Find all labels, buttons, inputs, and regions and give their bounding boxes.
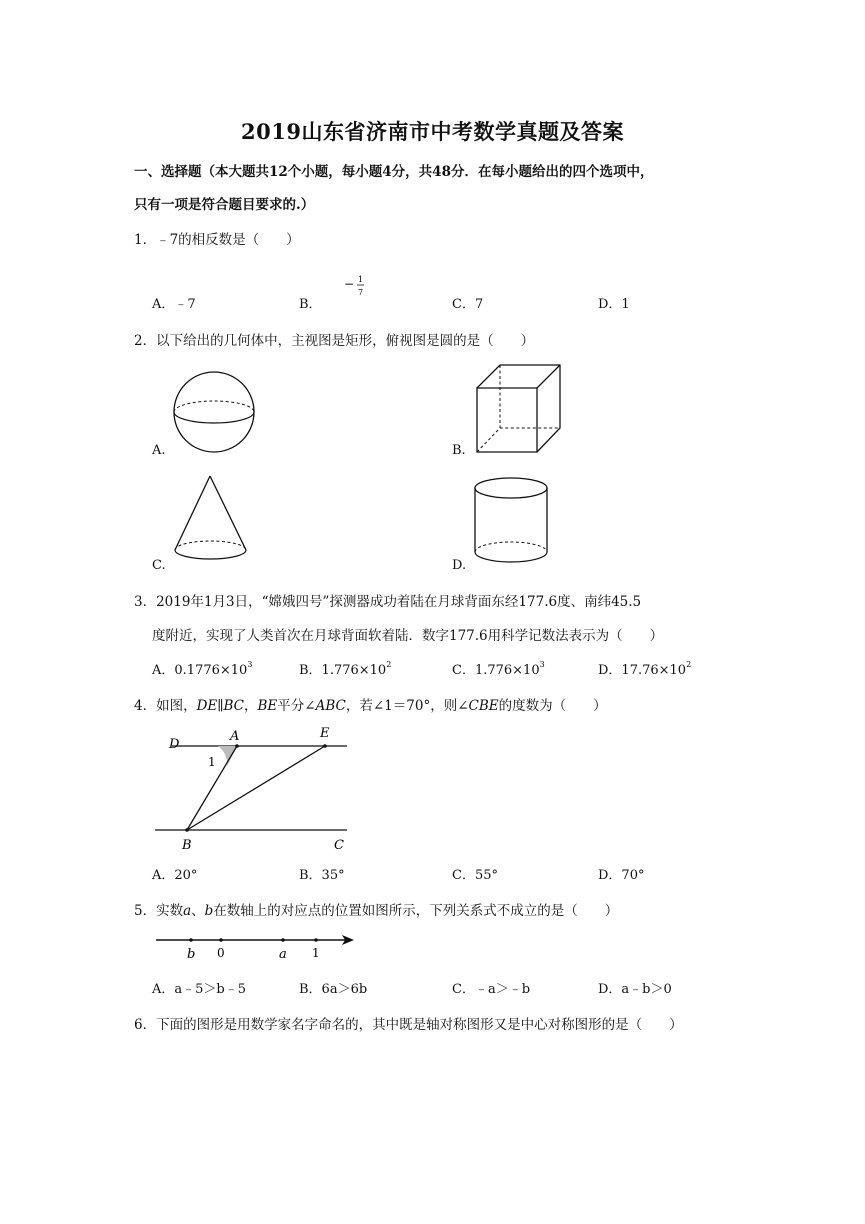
question-4-option-a: A．20° — [152, 868, 198, 883]
question-3-option-c — [452, 659, 545, 678]
question-2-label-b: B. — [452, 443, 466, 458]
question-6-stem: 6．下面的图形是用数学家名字命名的，其中既是轴对称图形又是中心对称图形的是（ ） — [134, 1017, 683, 1033]
question-3-option-a — [152, 659, 252, 678]
question-1-stem: 1．﹣7的相反数是（ ） — [134, 232, 300, 248]
question-3-option-d — [598, 659, 691, 678]
label-a: A — [230, 729, 240, 744]
axis-label-one: 1 — [312, 946, 320, 960]
option-base: A．0.1776×10 — [152, 663, 248, 678]
label-b: B — [182, 838, 192, 853]
question-1-option-b: B． — [299, 297, 322, 312]
cube-figure — [470, 360, 570, 455]
question-1-option-c: C．7 — [452, 297, 484, 312]
question-5-option-a: A．a﹣5＞b﹣5 — [152, 982, 247, 997]
question-5-stem: 5．实数a、b在数轴上的对应点的位置如图所示，下列关系式不成立的是（ ） — [134, 903, 619, 919]
cylinder-figure — [470, 474, 555, 566]
option-base: B．1.776×10 — [299, 663, 387, 678]
question-4-option-c: C．55° — [452, 868, 498, 883]
question-1-option-d: D．1 — [598, 297, 630, 312]
option-exponent: 3 — [247, 660, 253, 669]
option-exponent: 2 — [386, 660, 392, 669]
parallel-lines-figure — [150, 722, 355, 857]
label-c: C — [334, 838, 344, 853]
question-5-option-b: B．6a＞6b — [299, 982, 368, 997]
section-heading-line2: 只有一项是符合题目要求的.） — [134, 197, 315, 213]
page-title: 2019山东省济南市中考数学真题及答案 — [241, 119, 624, 144]
option-base: D．17.76×10 — [598, 663, 687, 678]
fraction-numerator: 1 — [358, 275, 364, 284]
question-2-label-a: A. — [152, 443, 166, 458]
question-4-option-d: D．70° — [598, 868, 645, 883]
question-1-fraction — [344, 272, 366, 302]
question-1-option-a: A．﹣7 — [152, 297, 196, 312]
question-3-line1: 3．2019年1月3日，“嫦娥四号”探测器成功着陆在月球背面东经177.6度、南纬45.5 — [134, 594, 642, 610]
option-exponent: 2 — [686, 660, 692, 669]
question-2-label-c: C. — [152, 558, 166, 573]
label-e: E — [320, 726, 330, 741]
option-base: C．1.776×10 — [452, 663, 540, 678]
label-angle-1: 1 — [208, 755, 216, 769]
fraction-sign: − — [344, 277, 355, 291]
question-2-label-d: D. — [452, 558, 467, 573]
question-4-option-b: B．35° — [299, 868, 345, 883]
question-4-stem: 4．如图，DE∥BC，BE平分∠ABC，若∠1＝70°，则∠CBE的度数为（ ） — [134, 698, 607, 714]
label-d: D — [169, 737, 180, 752]
section-heading-line1: 一、选择题（本大题共12个小题，每小题4分，共48分．在每小题给出的四个选项中， — [134, 164, 654, 180]
number-line-figure — [150, 928, 360, 964]
question-3-line2: 度附近，实现了人类首次在月球背面软着陆．数字177.6用科学记数法表示为（ ） — [152, 628, 664, 644]
axis-label-a: a — [279, 947, 287, 962]
axis-label-b: b — [187, 947, 196, 962]
question-5-option-c: C．﹣a＞﹣b — [452, 982, 531, 997]
fraction-denominator: 7 — [358, 288, 364, 297]
question-5-option-d: D．a﹣b＞0 — [598, 982, 672, 997]
question-3-option-b — [299, 659, 391, 678]
axis-label-zero: 0 — [217, 946, 225, 960]
option-exponent: 3 — [539, 660, 545, 669]
cone-figure — [170, 472, 255, 564]
question-2-stem: 2．以下给出的几何体中，主视图是矩形，俯视图是圆的是（ ） — [134, 333, 535, 349]
sphere-figure — [170, 365, 260, 460]
